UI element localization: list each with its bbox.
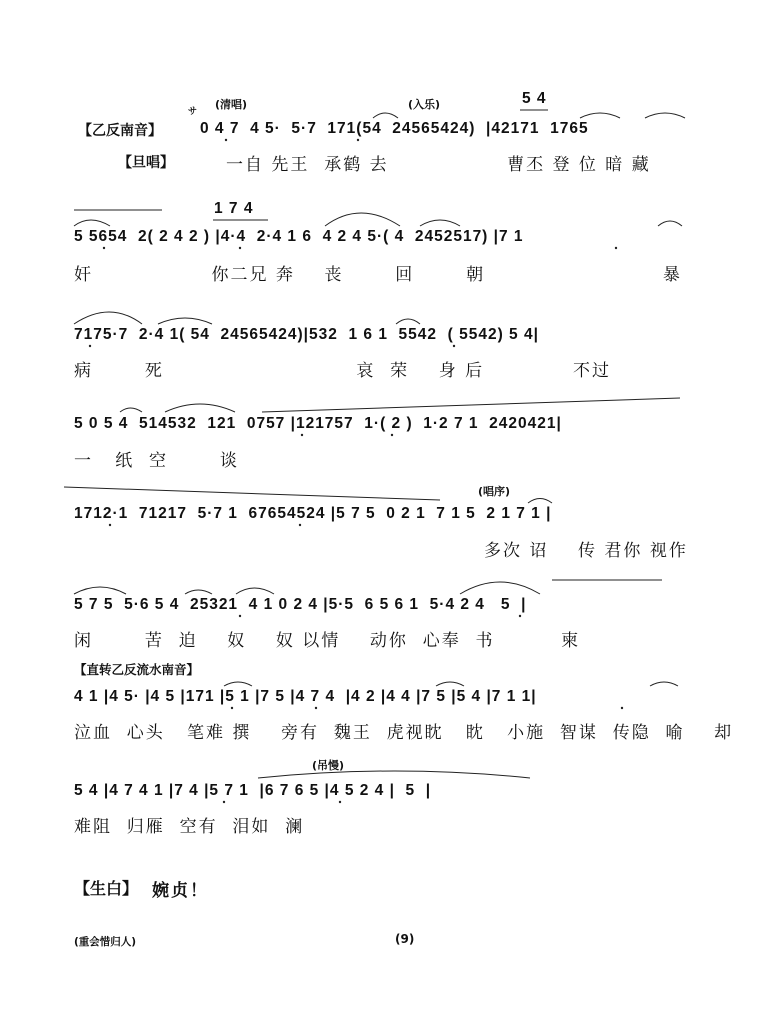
slur bbox=[74, 312, 142, 324]
page-number: (9) bbox=[395, 932, 415, 946]
slur bbox=[645, 113, 685, 118]
notation-line-2: 5 5654 2( 2 4 2 ) |4·4 2·4 1 6 4 2 4 5·( 4 2452517) |7 1 bbox=[74, 228, 524, 245]
slur bbox=[236, 588, 274, 594]
annotation-diaoman: (吊慢) bbox=[312, 759, 345, 772]
slur bbox=[420, 220, 460, 226]
annotation-qingchang: (清唱) bbox=[215, 98, 248, 111]
annotation-ruyue: (入乐) bbox=[408, 98, 441, 111]
footer-title: (重会惜归人) bbox=[74, 936, 137, 948]
slur bbox=[74, 587, 126, 594]
spoken-line: 婉贞！ bbox=[152, 881, 209, 901]
phrase-line bbox=[64, 487, 440, 500]
slur bbox=[658, 221, 682, 226]
role-label-dan: 【旦唱】 bbox=[118, 155, 174, 171]
notation-line-5: 1712·1 71217 5·7 1 67654524 |5 7 5 0 2 1 7 1 5 2 1 7 1 | bbox=[74, 505, 552, 522]
lyrics-line-6: 闲 苦 迫 奴 奴 以情 动你 心奉 书 柬 bbox=[74, 631, 581, 651]
annotation-over-174: 1 7 4 bbox=[214, 200, 254, 217]
lyrics-line-5: 多次 诏 传 君你 视作 bbox=[484, 541, 688, 561]
notation-line-7: 4 1 |4 5· |4 5 |171 |5 1 |7 5 |4 7 4 |4 2 |4 4 |7 5 |5 4 |7 1 1| bbox=[74, 688, 537, 705]
slur bbox=[185, 590, 212, 594]
section-label-yifan-nanyin: 【乙反南音】 bbox=[78, 123, 162, 139]
slur bbox=[158, 318, 212, 324]
slur bbox=[120, 408, 142, 412]
phrase-line bbox=[262, 398, 680, 412]
role-label-sheng-bai: 【生白】 bbox=[74, 879, 139, 898]
slur bbox=[650, 682, 678, 686]
slur bbox=[373, 113, 398, 118]
lyrics-line-2: 奸 你二兄 奔 丧 回 朝 暴 bbox=[74, 265, 682, 285]
slur bbox=[325, 213, 400, 226]
slur bbox=[460, 582, 540, 594]
slur bbox=[580, 113, 620, 118]
slur bbox=[436, 682, 464, 686]
lyrics-line-1: 一自 先王 承鹤 去 曹丕 登 位 暗 藏 bbox=[226, 155, 651, 175]
notation-line-4: 5 0 5 4 514532 121 0757 |121757 1·( 2 ) 1·2 7 1 2420421| bbox=[74, 415, 562, 432]
section-label-liushui-nanyin: 【直转乙反流水南音】 bbox=[74, 662, 200, 677]
lyrics-line-3: 病 死 哀 荣 身 后 不过 bbox=[74, 361, 611, 381]
notation-line-6: 5 7 5 5·6 5 4 25321 4 1 0 2 4 |5·5 6 5 6 1 5·4 2 4 5 | bbox=[74, 596, 527, 613]
lyrics-line-7: 泣血 心头 笔难 撰 旁有 魏王 虎视眈 眈 小施 智谋 传隐 喻 却 bbox=[74, 723, 734, 743]
annotation-changxu: (唱序) bbox=[478, 485, 511, 498]
slur bbox=[224, 682, 252, 686]
annotation-sa: サ bbox=[188, 107, 198, 117]
notation-line-1: 0 4 7 4 5· 5·7 171(54 24565424) |42171 1765 bbox=[200, 120, 589, 137]
annotation-over-54: 5 4 bbox=[522, 90, 547, 107]
notation-line-3: 7175·7 2·4 1( 54 24565424)|532 1 6 1 5542 ( 5542) 5 4| bbox=[74, 326, 539, 343]
slur bbox=[165, 404, 235, 412]
slur bbox=[74, 220, 110, 226]
slur bbox=[528, 499, 552, 504]
lyrics-line-4: 一 纸 空 谈 bbox=[74, 451, 239, 471]
slur bbox=[396, 319, 420, 324]
slur bbox=[258, 771, 530, 778]
notation-line-8: 5 4 |4 7 4 1 |7 4 |5 7 1 |6 7 6 5 |4 5 2 4 | 5 | bbox=[74, 782, 432, 799]
lyrics-line-8: 难阻 归雁 空有 泪如 澜 bbox=[74, 817, 305, 837]
